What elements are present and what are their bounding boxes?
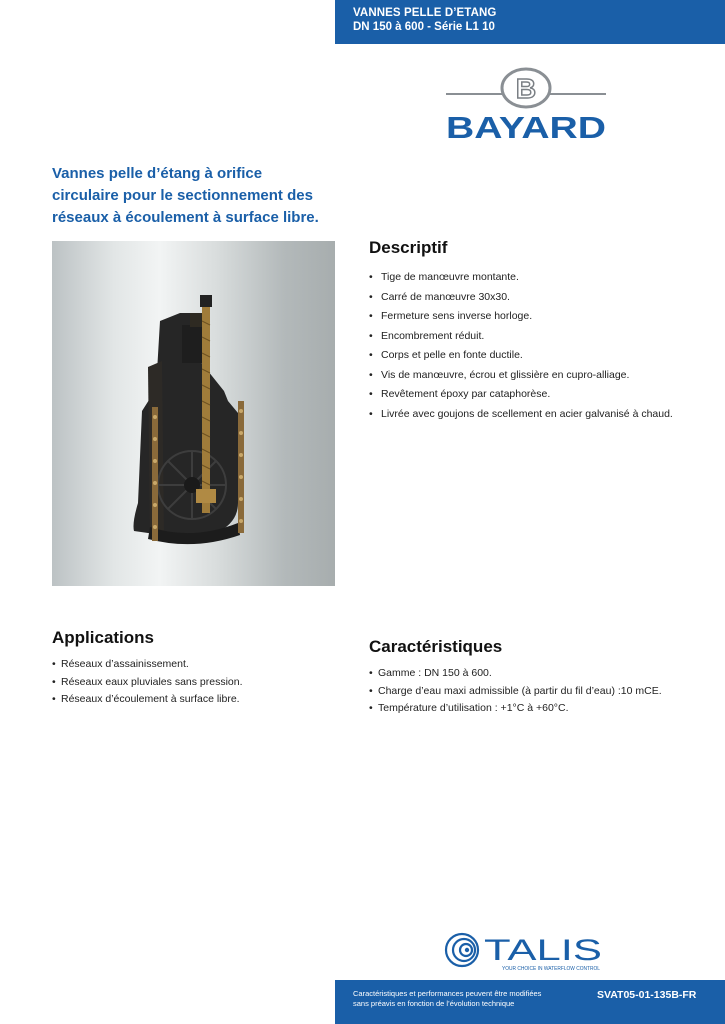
caracteristiques-list <box>369 667 709 720</box>
list-item: • Corps et pelle en fonte ductile. <box>369 349 689 362</box>
list-item: • Tige de manœuvre montante. <box>369 271 689 284</box>
applications-title: Applications <box>52 628 155 647</box>
header-subtitle: DN 150 à 600 - Série L1 10 <box>353 21 495 33</box>
list-item: • Revêtement époxy par cataphorèse. <box>369 388 689 401</box>
document-code: SVAT05-01-135B-FR <box>597 989 697 1001</box>
footer-band <box>335 980 725 1024</box>
applications-list <box>52 658 322 711</box>
header-title: VANNES PELLE D’ETANG <box>353 7 497 19</box>
list-item: • Fermeture sens inverse horloge. <box>369 310 689 323</box>
talis-wordmark: TALIS <box>484 934 602 967</box>
list-item: • Encombrement réduit. <box>369 330 689 343</box>
caracteristiques-title: Caractéristiques <box>369 637 503 656</box>
product-photo <box>52 241 335 586</box>
gate-valve-illustration <box>52 241 335 586</box>
talis-swirl-icon <box>446 934 478 966</box>
list-item: • Vis de manœuvre, écrou et glissière en cupro-alliage. <box>369 369 689 382</box>
talis-tagline: YOUR CHOICE IN WATERFLOW CONTROL <box>502 966 601 972</box>
list-item: • Charge d’eau maxi admissible (à partir du fil d’eau) :10 mCE. <box>369 685 709 698</box>
intro-text: Vannes pelle d’étang à orifice circulaire pour le sectionnement des réseaux à écoulement à surface libre. <box>52 165 319 226</box>
list-item: • Livrée avec goujons de scellement en acier galvanisé à chaud. <box>369 408 681 421</box>
list-item: • Réseaux eaux pluviales sans pression. <box>52 676 322 689</box>
descriptif-title: Descriptif <box>369 238 448 257</box>
bayard-wordmark: BAYARD <box>446 110 606 142</box>
header-band <box>335 0 725 44</box>
list-item: • Température d’utilisation : +1°C à +60°C. <box>369 702 709 715</box>
bayard-letter: B <box>515 73 537 104</box>
bayard-logo <box>444 66 608 142</box>
descriptif-list <box>369 271 689 427</box>
talis-logo <box>444 931 604 973</box>
list-item: • Gamme : DN 150 à 600. <box>369 667 709 680</box>
list-item: • Réseaux d’assainissement. <box>52 658 322 671</box>
list-item: • Carré de manœuvre 30x30. <box>369 291 689 304</box>
footer-note-line1: Caractéristiques et performances peuvent être modifiées <box>353 989 542 998</box>
list-item: • Réseaux d’écoulement à surface libre. <box>52 693 322 706</box>
footer-note-line2: sans préavis en fonction de l’évolution technique <box>353 999 515 1008</box>
